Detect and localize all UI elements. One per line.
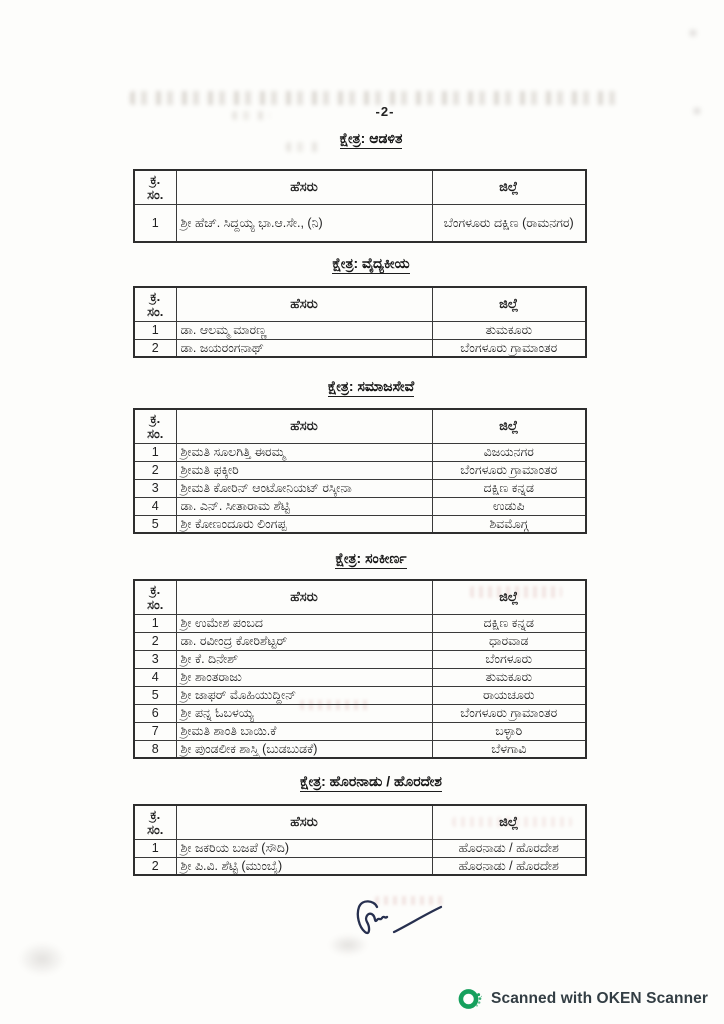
cell-name: ಶ್ರೀ ಪನ್ನ ಓಬಳಯ್ಯ (176, 704, 432, 722)
page-number: -2- (375, 104, 395, 119)
col-header-name: ಹೆಸರು (176, 580, 432, 614)
cell-name: ಶ್ರೀ ಜಾಫರ್ ಮೊಹಿಯುದ್ದೀನ್ (176, 686, 432, 704)
cell-district: ಉಡುಪಿ (432, 497, 586, 515)
cell-slno: 1 (134, 443, 176, 461)
col-header-slno (134, 409, 176, 443)
section-heading-wrap (157, 130, 585, 149)
cell-slno: 2 (134, 461, 176, 479)
cell-slno: 2 (134, 632, 176, 650)
cell-name: ಶ್ರೀ ಶಾಂತರಾಜು (176, 668, 432, 686)
table-row (134, 515, 586, 533)
col-header-slno-line1: ಕ್ರ. (150, 582, 161, 598)
field-section (133, 255, 585, 358)
cell-name: ಶ್ರೀಮತಿ ಸೂಲಗಿತ್ತಿ ಈರಮ್ಮ (176, 443, 432, 461)
cell-district: ಶಿವಮೊಗ್ಗ (432, 515, 586, 533)
col-header-slno-line1: ಕ್ರ. (150, 411, 161, 427)
cell-district: ಬಳ್ಳಾರಿ (432, 722, 586, 740)
cell-district: ಬೆಂಗಳೂರು ಗ್ರಾಮಾಂತರ (432, 461, 586, 479)
section-heading-wrap (157, 255, 585, 274)
cell-name: ಶ್ರೀ ಹೆಚ್. ಸಿದ್ದಯ್ಯ ಭಾ.ಆ.ಸೇ., (ನಿ) (176, 204, 432, 242)
field-section (133, 550, 585, 759)
col-header-slno (134, 170, 176, 204)
cell-slno: 1 (134, 321, 176, 339)
table-row (134, 857, 586, 875)
cell-slno: 7 (134, 722, 176, 740)
table-row (134, 632, 586, 650)
roster-table (133, 408, 587, 534)
cell-district: ಬೆಂಗಳೂರು ದಕ್ಷಿಣ (ರಾಮನಗರ) (432, 204, 586, 242)
section-heading-wrap (157, 378, 585, 397)
table-row (134, 461, 586, 479)
col-header-name: ಹೆಸರು (176, 805, 432, 839)
table-row (134, 686, 586, 704)
section-heading: ಕ್ಷೇತ್ರ: ಆಡಳಿತ (340, 130, 403, 149)
col-header-district: ಜಿಲ್ಲೆ (432, 170, 586, 204)
cell-district: ಬೆಂಗಳೂರು ಗ್ರಾಮಾಂತರ (432, 704, 586, 722)
cell-district: ಹೊರನಾಡು / ಹೊರದೇಶ (432, 839, 586, 857)
cell-slno: 1 (134, 614, 176, 632)
cell-district: ದಕ್ಷಿಣ ಕನ್ನಡ (432, 614, 586, 632)
cell-name: ಡಾ. ಎನ್. ಸೀತಾರಾಮ ಶೆಟ್ಟಿ (176, 497, 432, 515)
cell-district: ರಾಯಚೂರು (432, 686, 586, 704)
table-row (134, 479, 586, 497)
cell-slno: 2 (134, 339, 176, 357)
col-header-name: ಹೆಸರು (176, 409, 432, 443)
cell-name: ಡಾ. ಜಯರಂಗನಾಥ್ (176, 339, 432, 357)
col-header-slno-line2: ಸಂ. (147, 426, 164, 442)
col-header-slno-line2: ಸಂ. (147, 597, 164, 613)
col-header-slno (134, 580, 176, 614)
col-header-district: ಜಿಲ್ಲೆ (432, 805, 586, 839)
table-row (134, 839, 586, 857)
cell-district: ಹೊರನಾಡು / ಹೊರದೇಶ (432, 857, 586, 875)
section-heading: ಕ್ಷೇತ್ರ: ಹೊರನಾಡು / ಹೊರದೇಶ (300, 773, 442, 792)
table-row (134, 204, 586, 242)
table-row (134, 668, 586, 686)
cell-slno: 5 (134, 515, 176, 533)
field-section (133, 378, 585, 534)
signature-stroke (346, 894, 448, 946)
roster-table (133, 579, 587, 759)
col-header-name: ಹೆಸರು (176, 170, 432, 204)
cell-district: ತುಮಕೂರು (432, 321, 586, 339)
cell-slno: 3 (134, 479, 176, 497)
cell-slno: 5 (134, 686, 176, 704)
cell-name: ಡಾ. ಆಲಮ್ಮ ಮಾರಣ್ಣ (176, 321, 432, 339)
col-header-slno-line1: ಕ್ರ. (150, 172, 161, 188)
table-row (134, 704, 586, 722)
section-heading-wrap (157, 550, 585, 569)
cell-slno: 1 (134, 839, 176, 857)
field-section (133, 773, 585, 876)
table-row (134, 497, 586, 515)
cell-district: ಬೆಂಗಳೂರು (432, 650, 586, 668)
col-header-district: ಜಿಲ್ಲೆ (432, 409, 586, 443)
cell-slno: 1 (134, 204, 176, 242)
table-row (134, 614, 586, 632)
col-header-slno (134, 805, 176, 839)
table-header-row (134, 287, 586, 321)
section-heading-wrap (157, 773, 585, 792)
col-header-district: ಜಿಲ್ಲೆ (432, 287, 586, 321)
col-header-slno-line2: ಸಂ. (147, 304, 164, 320)
roster-table (133, 169, 587, 243)
col-header-slno (134, 287, 176, 321)
cell-district: ತುಮಕೂರು (432, 668, 586, 686)
table-row (134, 339, 586, 357)
section-heading: ಕ್ಷೇತ್ರ: ವೈದ್ಯಕೀಯ (332, 255, 409, 274)
scanner-watermark-text: Scanned with OKEN Scanner (491, 990, 708, 1007)
scanner-watermark (458, 987, 708, 1011)
cell-slno: 4 (134, 668, 176, 686)
handwritten-signature (346, 894, 448, 946)
cell-slno: 8 (134, 740, 176, 758)
cell-name: ಶ್ರೀಮತಿ ಕೋರಿನ್ ಆಂಟೋನಿಯಟ್ ರಸ್ಕೀನಾ (176, 479, 432, 497)
table-header-row (134, 409, 586, 443)
col-header-slno-line2: ಸಂ. (147, 822, 164, 838)
col-header-slno-line1: ಕ್ರ. (150, 807, 161, 823)
table-header-row (134, 580, 586, 614)
col-header-name: ಹೆಸರು (176, 287, 432, 321)
table-header-row (134, 805, 586, 839)
cell-district: ಬೆಳಗಾವಿ (432, 740, 586, 758)
cell-district: ಧಾರವಾಡ (432, 632, 586, 650)
col-header-slno-line2: ಸಂ. (147, 187, 164, 203)
cell-slno: 6 (134, 704, 176, 722)
section-heading: ಕ್ಷೇತ್ರ: ಸಂಕೀರ್ಣ (335, 550, 406, 569)
cell-name: ಶ್ರೀ ಜಕರಿಯ ಬಜಪೆ (ಸೌದಿ) (176, 839, 432, 857)
cell-slno: 4 (134, 497, 176, 515)
field-section (133, 130, 585, 243)
cell-name: ಶ್ರೀ ಪಿ.ವಿ. ಶೆಟ್ಟಿ (ಮುಂಬೈ) (176, 857, 432, 875)
section-heading: ಕ್ಷೇತ್ರ: ಸಮಾಜಸೇವೆ (328, 378, 414, 397)
oken-scanner-icon (458, 987, 482, 1011)
cell-name: ಶ್ರೀ ಕೆ. ದಿನೇಶ್ (176, 650, 432, 668)
cell-name: ಶ್ರೀಮತಿ ಫಕ್ಕೀರಿ (176, 461, 432, 479)
table-row (134, 740, 586, 758)
cell-name: ಡಾ. ರವೀಂದ್ರ ಕೋರಿಶೆಟ್ಟರ್ (176, 632, 432, 650)
table-header-row (134, 170, 586, 204)
cell-name: ಶ್ರೀ ಕೋಣಂದೂರು ಲಿಂಗಪ್ಪ (176, 515, 432, 533)
roster-table (133, 804, 587, 876)
table-row (134, 650, 586, 668)
cell-district: ವಿಜಯನಗರ (432, 443, 586, 461)
cell-name: ಶ್ರೀ ಉಮೇಶ ಪಂಬದ (176, 614, 432, 632)
col-header-district: ಜಿಲ್ಲೆ (432, 580, 586, 614)
col-header-slno-line1: ಕ್ರ. (150, 289, 161, 305)
cell-district: ದಕ್ಷಿಣ ಕನ್ನಡ (432, 479, 586, 497)
cell-slno: 2 (134, 857, 176, 875)
table-row (134, 443, 586, 461)
table-row (134, 722, 586, 740)
cell-slno: 3 (134, 650, 176, 668)
roster-table (133, 286, 587, 358)
cell-name: ಶ್ರೀಮತಿ ಶಾಂತಿ ಬಾಯಿ.ಕೆ (176, 722, 432, 740)
cell-district: ಬೆಂಗಳೂರು ಗ್ರಾಮಾಂತರ (432, 339, 586, 357)
cell-name: ಶ್ರೀ ಪುಂಡಲೀಕ ಶಾಸ್ತ್ರಿ (ಬುಡಬುಡಕೆ) (176, 740, 432, 758)
table-row (134, 321, 586, 339)
